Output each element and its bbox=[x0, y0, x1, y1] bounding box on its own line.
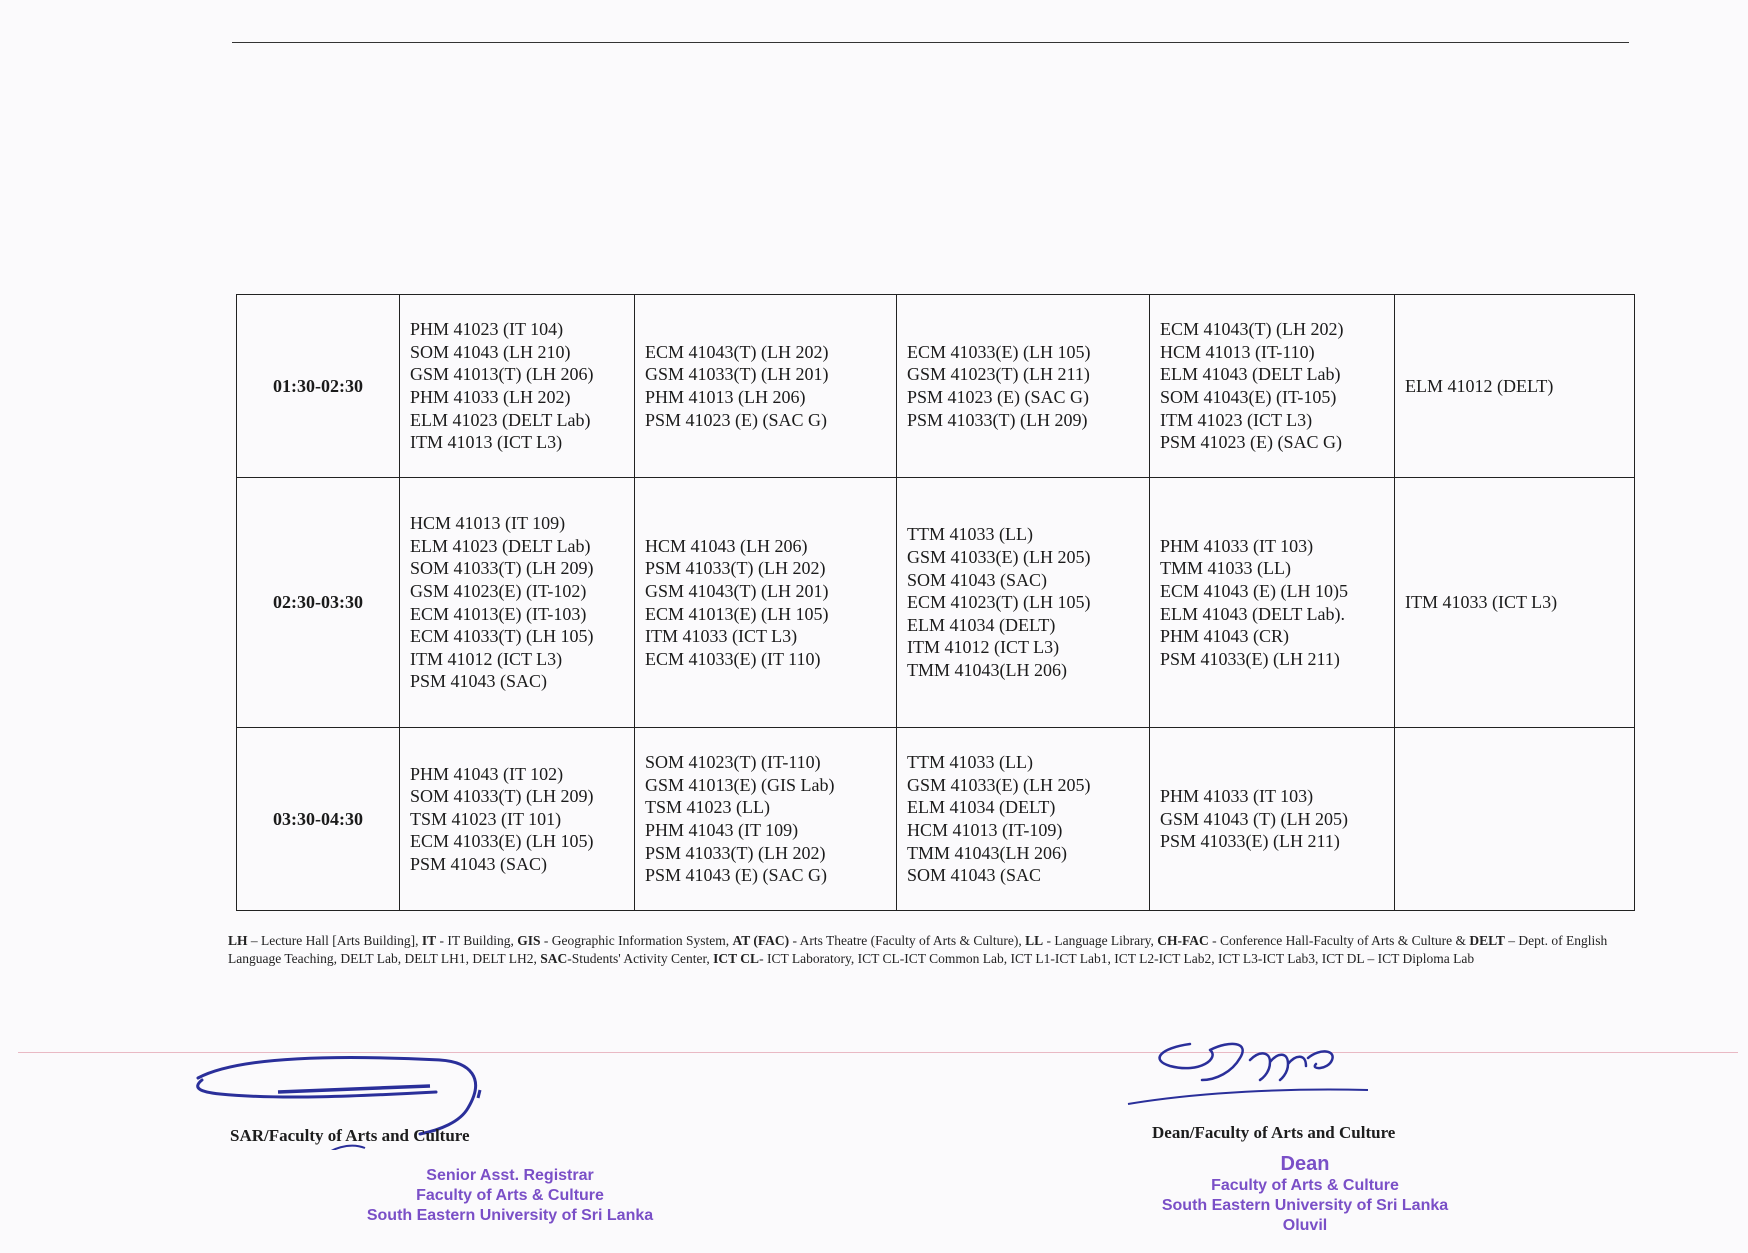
course-entry: ELM 41043 (DELT Lab). bbox=[1160, 603, 1345, 624]
dean-stamp bbox=[1125, 1152, 1485, 1236]
sar-stamp-line: South Eastern University of Sri Lanka bbox=[366, 1207, 654, 1224]
timetable-cell bbox=[1150, 295, 1395, 478]
timetable-cell bbox=[897, 728, 1150, 911]
timetable-cell bbox=[635, 728, 897, 911]
course-entry: GSM 41033(E) (LH 205) bbox=[907, 547, 1091, 568]
course-entry: GSM 41013(E) (GIS Lab) bbox=[645, 774, 835, 795]
timetable-cell bbox=[400, 478, 635, 728]
time-slot: 01:30-02:30 bbox=[237, 295, 400, 478]
course-entry: HCM 41013 (IT 109) bbox=[410, 513, 566, 534]
course-entry: ECM 41033(E) (LH 105) bbox=[907, 341, 1091, 362]
sar-stamp-line: Senior Asst. Registrar bbox=[426, 1167, 594, 1184]
legend-abbr: ICT CL bbox=[713, 951, 760, 966]
course-entry: ECM 41043 (E) (LH 10)5 bbox=[1160, 580, 1348, 601]
course-entry: PHM 41023 (IT 104) bbox=[410, 319, 564, 340]
course-entry: PSM 41043 (E) (SAC G) bbox=[645, 865, 828, 886]
timetable-row bbox=[237, 295, 1635, 478]
course-entry: ELM 41043 (DELT Lab) bbox=[1160, 364, 1341, 385]
course-entry: SOM 41033(T) (LH 209) bbox=[410, 558, 594, 579]
timetable-cell bbox=[400, 295, 635, 478]
course-entry: PHM 41033 (LH 202) bbox=[410, 387, 571, 407]
sar-stamp-line: Faculty of Arts & Culture bbox=[416, 1187, 604, 1204]
course-entry: ELM 41034 (DELT) bbox=[907, 797, 1056, 818]
timetable-cell bbox=[400, 728, 635, 911]
course-entry: PSM 41043 (SAC) bbox=[410, 853, 548, 874]
course-entry: ELM 41023 (DELT Lab) bbox=[410, 409, 591, 430]
timetable-row bbox=[237, 478, 1635, 728]
course-entry: PSM 41033(T) (LH 202) bbox=[645, 558, 826, 579]
course-entry: TMM 41043(LH 206) bbox=[907, 659, 1067, 680]
legend-text: - Arts Theatre (Faculty of Arts & Culture), bbox=[789, 933, 1026, 948]
timetable-cell bbox=[1150, 728, 1395, 911]
legend-text: - ICT Laboratory, ICT CL-ICT Common Lab, ICT L1-ICT Lab1, ICT L2-ICT Lab2, ICT L3-ICT Lab3, ICT DL – ICT Diploma Lab bbox=[759, 951, 1475, 966]
legend-text: – Lecture Hall [Arts Building], bbox=[247, 933, 422, 948]
course-entry: GSM 41043(T) (LH 201) bbox=[645, 580, 829, 601]
course-entry: HCM 41013 (IT-110) bbox=[1160, 341, 1315, 362]
time-slot: 02:30-03:30 bbox=[237, 478, 400, 728]
timetable bbox=[236, 294, 1635, 911]
course-entry: PSM 41033(E) (LH 211) bbox=[1160, 648, 1340, 669]
timetable-cell bbox=[1150, 478, 1395, 728]
top-rule bbox=[232, 42, 1629, 43]
course-entry: ECM 41033(E) (IT 110) bbox=[645, 648, 821, 669]
course-entry: PHM 41043 (IT 109) bbox=[645, 820, 799, 840]
course-entry: ITM 41013 (ICT L3) bbox=[410, 432, 563, 453]
course-entry: SOM 41043 (LH 210) bbox=[410, 341, 571, 362]
course-entry: GSM 41023(T) (LH 211) bbox=[907, 364, 1090, 385]
course-entry: SOM 41043 (SAC bbox=[907, 865, 1042, 886]
course-entry: SOM 41033(T) (LH 209) bbox=[410, 786, 594, 807]
course-entry: TTM 41033 (LL) bbox=[907, 524, 1033, 545]
course-entry: ECM 41033(E) (LH 105) bbox=[410, 831, 594, 852]
course-entry: ECM 41013(E) (IT-103) bbox=[410, 603, 587, 624]
dean-stamp-line: Oluvil bbox=[1282, 1217, 1328, 1234]
timetable-cell bbox=[1395, 295, 1635, 478]
legend-text: - Conference Hall-Faculty of Arts & Culture & bbox=[1208, 933, 1470, 948]
course-entry: SOM 41043(E) (IT-105) bbox=[1160, 387, 1337, 407]
legend-abbr: LH bbox=[228, 933, 248, 948]
timetable-cell bbox=[635, 295, 897, 478]
legend-abbr: LL bbox=[1025, 933, 1044, 948]
course-entry: TTM 41033 (LL) bbox=[907, 752, 1033, 773]
course-entry: PHM 41033 (IT 103) bbox=[1160, 535, 1314, 556]
course-entry: HCM 41043 (LH 206) bbox=[645, 535, 808, 556]
course-entry: PSM 41033(T) (LH 209) bbox=[907, 409, 1088, 430]
course-entry: PHM 41033 (IT 103) bbox=[1160, 786, 1314, 807]
course-entry: PSM 41043 (SAC) bbox=[410, 671, 548, 692]
course-entry: GSM 41013(T) (LH 206) bbox=[410, 364, 594, 385]
course-entry: PHM 41013 (LH 206) bbox=[645, 387, 806, 407]
legend-text: -Students' Activity Center, bbox=[567, 951, 714, 966]
dean-label: Dean/Faculty of Arts and Culture bbox=[1152, 1123, 1396, 1142]
course-entry: ITM 41012 (ICT L3) bbox=[410, 648, 563, 669]
legend-text: - IT Building, bbox=[436, 933, 518, 948]
legend-abbr: DELT bbox=[1469, 933, 1505, 948]
sar-label: SAR/Faculty of Arts and Culture bbox=[230, 1126, 470, 1145]
course-entry: HCM 41013 (IT-109) bbox=[907, 820, 1063, 840]
course-entry: TMM 41043(LH 206) bbox=[907, 842, 1067, 863]
course-entry: SOM 41023(T) (IT-110) bbox=[645, 752, 821, 773]
course-entry: ECM 41043(T) (LH 202) bbox=[1160, 319, 1344, 340]
course-entry: PSM 41023 (E) (SAC G) bbox=[645, 409, 828, 430]
timetable-cell bbox=[1395, 728, 1635, 911]
legend-text: – Dept. of English Language Teaching, DELT Lab, DELT LH1, DELT LH2, bbox=[228, 933, 1608, 966]
course-entry: ELM 41023 (DELT Lab) bbox=[410, 535, 591, 556]
course-entry: SOM 41043 (SAC) bbox=[907, 569, 1048, 590]
course-entry: GSM 41023(E) (IT-102) bbox=[410, 580, 587, 601]
course-entry: PHM 41043 (CR) bbox=[1160, 626, 1290, 647]
course-entry: ECM 41043(T) (LH 202) bbox=[645, 341, 829, 362]
legend-abbr: GIS bbox=[517, 933, 541, 948]
course-entry: PSM 41023 (E) (SAC G) bbox=[1160, 432, 1343, 453]
legend-abbr: SAC bbox=[540, 951, 568, 966]
course-entry: ITM 41033 (ICT L3) bbox=[1405, 592, 1558, 613]
timetable-row bbox=[237, 728, 1635, 911]
course-entry: ITM 41023 (ICT L3) bbox=[1160, 409, 1313, 430]
timetable-cell bbox=[1395, 478, 1635, 728]
legend-abbr: AT (FAC) bbox=[732, 933, 790, 948]
course-entry: ELM 41034 (DELT) bbox=[907, 614, 1056, 635]
course-entry: ECM 41023(T) (LH 105) bbox=[907, 592, 1091, 613]
course-entry: PSM 41033(T) (LH 202) bbox=[645, 842, 826, 863]
course-entry: ITM 41012 (ICT L3) bbox=[907, 637, 1060, 658]
legend-abbr: IT bbox=[421, 933, 437, 948]
sar-stamp bbox=[330, 1166, 690, 1226]
dean-stamp-line: Faculty of Arts & Culture bbox=[1211, 1177, 1399, 1194]
timetable-cell bbox=[635, 478, 897, 728]
dean-stamp-line: Dean bbox=[1280, 1153, 1330, 1175]
course-entry: TSM 41023 (IT 101) bbox=[410, 808, 562, 829]
dean-stamp-line: South Eastern University of Sri Lanka bbox=[1161, 1197, 1449, 1214]
legend-abbr: CH-FAC bbox=[1157, 933, 1209, 948]
timetable-cell bbox=[897, 295, 1150, 478]
course-entry: PSM 41033(E) (LH 211) bbox=[1160, 831, 1340, 852]
course-entry: TSM 41023 (LL) bbox=[645, 797, 770, 818]
course-entry: ELM 41012 (DELT) bbox=[1405, 375, 1554, 396]
course-entry: PSM 41023 (E) (SAC G) bbox=[907, 387, 1090, 407]
course-entry: ECM 41033(T) (LH 105) bbox=[410, 626, 594, 647]
time-slot: 03:30-04:30 bbox=[237, 728, 400, 911]
course-entry: GSM 41043 (T) (LH 205) bbox=[1160, 808, 1348, 829]
course-entry: PHM 41043 (IT 102) bbox=[410, 763, 564, 784]
course-entry: ITM 41033 (ICT L3) bbox=[645, 626, 798, 647]
course-entry: ECM 41013(E) (LH 105) bbox=[645, 603, 829, 624]
course-entry: TMM 41033 (LL) bbox=[1160, 558, 1291, 579]
legend-text: - Geographic Information System, bbox=[540, 933, 733, 948]
timetable-cell bbox=[897, 478, 1150, 728]
course-entry: GSM 41033(E) (LH 205) bbox=[907, 774, 1091, 795]
course-entry: GSM 41033(T) (LH 201) bbox=[645, 364, 829, 385]
legend bbox=[228, 932, 1658, 968]
dean-signature bbox=[1120, 1030, 1380, 1120]
legend-text: - Language Library, bbox=[1043, 933, 1158, 948]
